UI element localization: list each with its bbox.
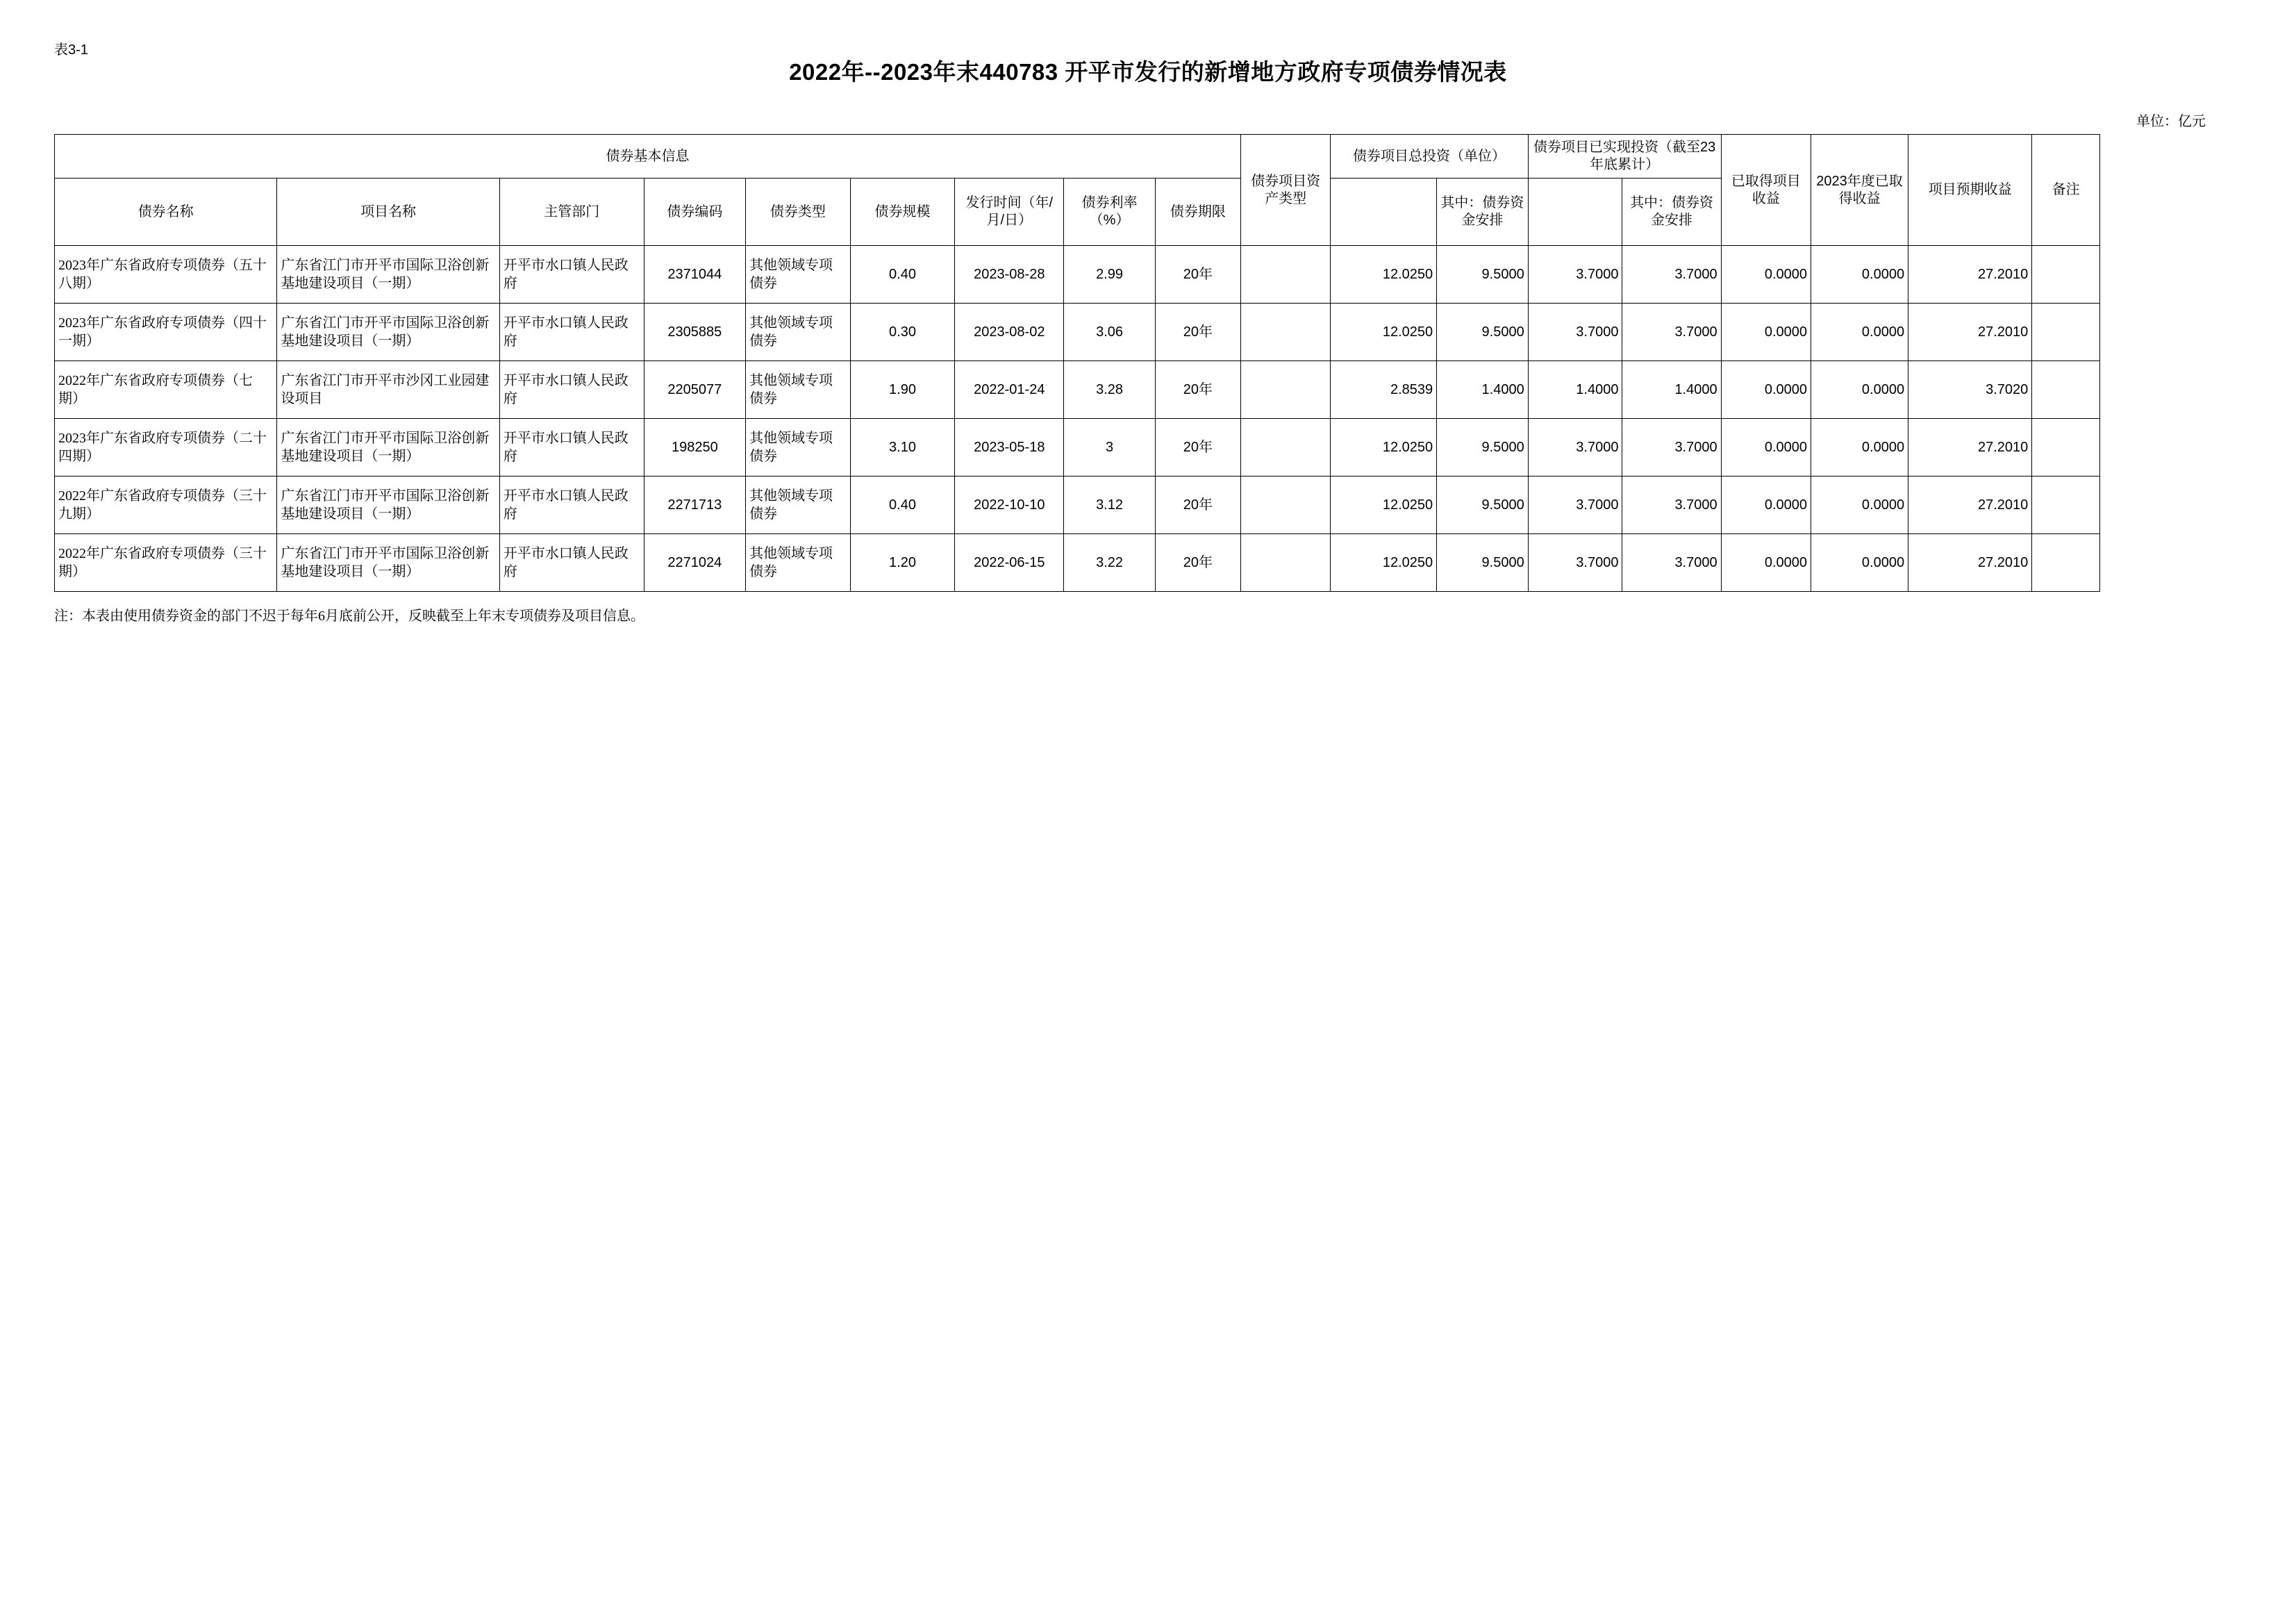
cell-total-invest-bond: 9.5000 bbox=[1437, 304, 1529, 361]
cell-term: 20年 bbox=[1155, 534, 1240, 592]
page-title: 2022年--2023年末440783 开平市发行的新增地方政府专项债券情况表 bbox=[789, 59, 1507, 85]
cell-year-income: 0.0000 bbox=[1811, 304, 1908, 361]
group-remark: 备注 bbox=[2032, 135, 2100, 246]
cell-issue-date: 2022-01-24 bbox=[955, 361, 1064, 419]
cell-realized-invest-bond: 3.7000 bbox=[1622, 477, 1721, 534]
cell-bond-type: 其他领域专项债券 bbox=[746, 304, 851, 361]
cell-expected-income: 27.2010 bbox=[1908, 477, 2032, 534]
col-bond-type: 债券类型 bbox=[746, 179, 851, 246]
cell-rate: 2.99 bbox=[1064, 246, 1156, 304]
cell-total-invest: 12.0250 bbox=[1331, 534, 1437, 592]
cell-total-invest-bond: 1.4000 bbox=[1437, 361, 1529, 419]
cell-total-invest: 12.0250 bbox=[1331, 304, 1437, 361]
cell-project-name: 广东省江门市开平市国际卫浴创新基地建设项目（一期） bbox=[277, 246, 499, 304]
cell-gained-income: 0.0000 bbox=[1721, 304, 1811, 361]
cell-total-invest: 2.8539 bbox=[1331, 361, 1437, 419]
cell-bond-code: 2305885 bbox=[644, 304, 745, 361]
col-realized-invest-blank bbox=[1528, 179, 1622, 246]
group-header-row bbox=[55, 135, 2100, 179]
cell-issue-date: 2023-08-28 bbox=[955, 246, 1064, 304]
cell-year-income: 0.0000 bbox=[1811, 534, 1908, 592]
col-term: 债券期限 bbox=[1155, 179, 1240, 246]
cell-year-income: 0.0000 bbox=[1811, 477, 1908, 534]
col-project-name: 项目名称 bbox=[277, 179, 499, 246]
footer-note: 注：本表由使用债券资金的部门不迟于每年6月底前公开，反映截至上年末专项债券及项目信息。 bbox=[54, 608, 644, 624]
cell-bond-scale: 1.20 bbox=[850, 534, 955, 592]
cell-total-invest: 12.0250 bbox=[1331, 477, 1437, 534]
cell-rate: 3 bbox=[1064, 419, 1156, 477]
cell-bond-type: 其他领域专项债券 bbox=[746, 534, 851, 592]
cell-bond-name: 2022年广东省政府专项债券（七期） bbox=[55, 361, 277, 419]
cell-term: 20年 bbox=[1155, 246, 1240, 304]
bond-table-container bbox=[54, 134, 2100, 592]
cell-project-name: 广东省江门市开平市国际卫浴创新基地建设项目（一期） bbox=[277, 534, 499, 592]
cell-asset-type bbox=[1240, 419, 1330, 477]
cell-expected-income: 3.7020 bbox=[1908, 361, 2032, 419]
cell-issue-date: 2022-06-15 bbox=[955, 534, 1064, 592]
cell-term: 20年 bbox=[1155, 477, 1240, 534]
cell-term: 20年 bbox=[1155, 304, 1240, 361]
col-rate: 债券利率（%） bbox=[1064, 179, 1156, 246]
cell-total-invest-bond: 9.5000 bbox=[1437, 419, 1529, 477]
cell-bond-scale: 3.10 bbox=[850, 419, 955, 477]
cell-bond-code: 2271024 bbox=[644, 534, 745, 592]
cell-department: 开平市水口镇人民政府 bbox=[499, 361, 644, 419]
cell-realized-invest-bond: 3.7000 bbox=[1622, 304, 1721, 361]
cell-total-invest-bond: 9.5000 bbox=[1437, 534, 1529, 592]
cell-year-income: 0.0000 bbox=[1811, 361, 1908, 419]
cell-gained-income: 0.0000 bbox=[1721, 419, 1811, 477]
cell-total-invest-bond: 9.5000 bbox=[1437, 477, 1529, 534]
col-issue-date: 发行时间（年/月/日） bbox=[955, 179, 1064, 246]
cell-bond-name: 2022年广东省政府专项债券（三十九期） bbox=[55, 477, 277, 534]
cell-asset-type bbox=[1240, 304, 1330, 361]
cell-realized-invest: 3.7000 bbox=[1528, 304, 1622, 361]
cell-realized-invest-bond: 3.7000 bbox=[1622, 246, 1721, 304]
cell-department: 开平市水口镇人民政府 bbox=[499, 534, 644, 592]
cell-term: 20年 bbox=[1155, 361, 1240, 419]
cell-gained-income: 0.0000 bbox=[1721, 534, 1811, 592]
table-row bbox=[55, 477, 2100, 534]
col-total-invest-blank bbox=[1331, 179, 1437, 246]
cell-bond-code: 2205077 bbox=[644, 361, 745, 419]
cell-realized-invest-bond: 1.4000 bbox=[1622, 361, 1721, 419]
cell-realized-invest: 3.7000 bbox=[1528, 534, 1622, 592]
cell-issue-date: 2022-10-10 bbox=[955, 477, 1064, 534]
cell-bond-type: 其他领域专项债券 bbox=[746, 246, 851, 304]
cell-total-invest: 12.0250 bbox=[1331, 419, 1437, 477]
cell-rate: 3.12 bbox=[1064, 477, 1156, 534]
cell-rate: 3.28 bbox=[1064, 361, 1156, 419]
cell-department: 开平市水口镇人民政府 bbox=[499, 419, 644, 477]
cell-asset-type bbox=[1240, 477, 1330, 534]
col-bond-scale: 债券规模 bbox=[850, 179, 955, 246]
col-total-invest-bond: 其中：债券资金安排 bbox=[1437, 179, 1529, 246]
table-body bbox=[55, 246, 2100, 592]
cell-year-income: 0.0000 bbox=[1811, 419, 1908, 477]
cell-realized-invest-bond: 3.7000 bbox=[1622, 534, 1721, 592]
group-year-income: 2023年度已取得收益 bbox=[1811, 135, 1908, 246]
cell-project-name: 广东省江门市开平市国际卫浴创新基地建设项目（一期） bbox=[277, 419, 499, 477]
cell-bond-scale: 1.90 bbox=[850, 361, 955, 419]
cell-remark bbox=[2032, 304, 2100, 361]
cell-rate: 3.06 bbox=[1064, 304, 1156, 361]
cell-project-name: 广东省江门市开平市国际卫浴创新基地建设项目（一期） bbox=[277, 477, 499, 534]
cell-project-name: 广东省江门市开平市国际卫浴创新基地建设项目（一期） bbox=[277, 304, 499, 361]
cell-expected-income: 27.2010 bbox=[1908, 246, 2032, 304]
cell-realized-invest-bond: 3.7000 bbox=[1622, 419, 1721, 477]
col-realized-invest-bond: 其中：债券资金安排 bbox=[1622, 179, 1721, 246]
cell-total-invest: 12.0250 bbox=[1331, 246, 1437, 304]
cell-realized-invest: 1.4000 bbox=[1528, 361, 1622, 419]
cell-remark bbox=[2032, 534, 2100, 592]
table-row bbox=[55, 419, 2100, 477]
cell-bond-code: 2371044 bbox=[644, 246, 745, 304]
col-bond-code: 债券编码 bbox=[644, 179, 745, 246]
cell-rate: 3.22 bbox=[1064, 534, 1156, 592]
cell-expected-income: 27.2010 bbox=[1908, 419, 2032, 477]
cell-total-invest-bond: 9.5000 bbox=[1437, 246, 1529, 304]
group-gained-income: 已取得项目收益 bbox=[1721, 135, 1811, 246]
cell-bond-scale: 0.40 bbox=[850, 477, 955, 534]
cell-expected-income: 27.2010 bbox=[1908, 304, 2032, 361]
cell-bond-type: 其他领域专项债券 bbox=[746, 477, 851, 534]
table-row bbox=[55, 304, 2100, 361]
cell-remark bbox=[2032, 477, 2100, 534]
cell-remark bbox=[2032, 246, 2100, 304]
cell-bond-name: 2023年广东省政府专项债券（五十八期） bbox=[55, 246, 277, 304]
cell-remark bbox=[2032, 361, 2100, 419]
group-asset-type: 债券项目资产类型 bbox=[1240, 135, 1330, 246]
cell-bond-type: 其他领域专项债券 bbox=[746, 361, 851, 419]
table-row bbox=[55, 246, 2100, 304]
table-row bbox=[55, 534, 2100, 592]
cell-asset-type bbox=[1240, 361, 1330, 419]
cell-gained-income: 0.0000 bbox=[1721, 361, 1811, 419]
cell-asset-type bbox=[1240, 534, 1330, 592]
cell-realized-invest: 3.7000 bbox=[1528, 419, 1622, 477]
cell-gained-income: 0.0000 bbox=[1721, 477, 1811, 534]
sheet-number: 表3-1 bbox=[54, 42, 88, 58]
group-expected-income: 项目预期收益 bbox=[1908, 135, 2032, 246]
cell-bond-name: 2023年广东省政府专项债券（二十四期） bbox=[55, 419, 277, 477]
cell-realized-invest: 3.7000 bbox=[1528, 246, 1622, 304]
col-department: 主管部门 bbox=[499, 179, 644, 246]
cell-term: 20年 bbox=[1155, 419, 1240, 477]
col-bond-name: 债券名称 bbox=[55, 179, 277, 246]
cell-bond-type: 其他领域专项债券 bbox=[746, 419, 851, 477]
cell-realized-invest: 3.7000 bbox=[1528, 477, 1622, 534]
cell-bond-scale: 0.30 bbox=[850, 304, 955, 361]
cell-bond-scale: 0.40 bbox=[850, 246, 955, 304]
cell-issue-date: 2023-08-02 bbox=[955, 304, 1064, 361]
cell-remark bbox=[2032, 419, 2100, 477]
cell-project-name: 广东省江门市开平市沙冈工业园建设项目 bbox=[277, 361, 499, 419]
group-bond-basic-info: 债券基本信息 bbox=[55, 135, 1241, 179]
cell-department: 开平市水口镇人民政府 bbox=[499, 477, 644, 534]
cell-year-income: 0.0000 bbox=[1811, 246, 1908, 304]
table-row bbox=[55, 361, 2100, 419]
cell-bond-name: 2022年广东省政府专项债券（三十期） bbox=[55, 534, 277, 592]
cell-department: 开平市水口镇人民政府 bbox=[499, 246, 644, 304]
cell-asset-type bbox=[1240, 246, 1330, 304]
table-header bbox=[55, 135, 2100, 246]
cell-bond-name: 2023年广东省政府专项债券（四十一期） bbox=[55, 304, 277, 361]
cell-department: 开平市水口镇人民政府 bbox=[499, 304, 644, 361]
bond-table bbox=[54, 134, 2100, 592]
cell-expected-income: 27.2010 bbox=[1908, 534, 2032, 592]
cell-bond-code: 2271713 bbox=[644, 477, 745, 534]
group-realized-invest: 债券项目已实现投资（截至23年底累计） bbox=[1528, 135, 1721, 179]
cell-gained-income: 0.0000 bbox=[1721, 246, 1811, 304]
group-total-invest: 债券项目总投资（单位） bbox=[1331, 135, 1528, 179]
unit-note: 单位：亿元 bbox=[2136, 114, 2206, 129]
cell-issue-date: 2023-05-18 bbox=[955, 419, 1064, 477]
cell-bond-code: 198250 bbox=[644, 419, 745, 477]
